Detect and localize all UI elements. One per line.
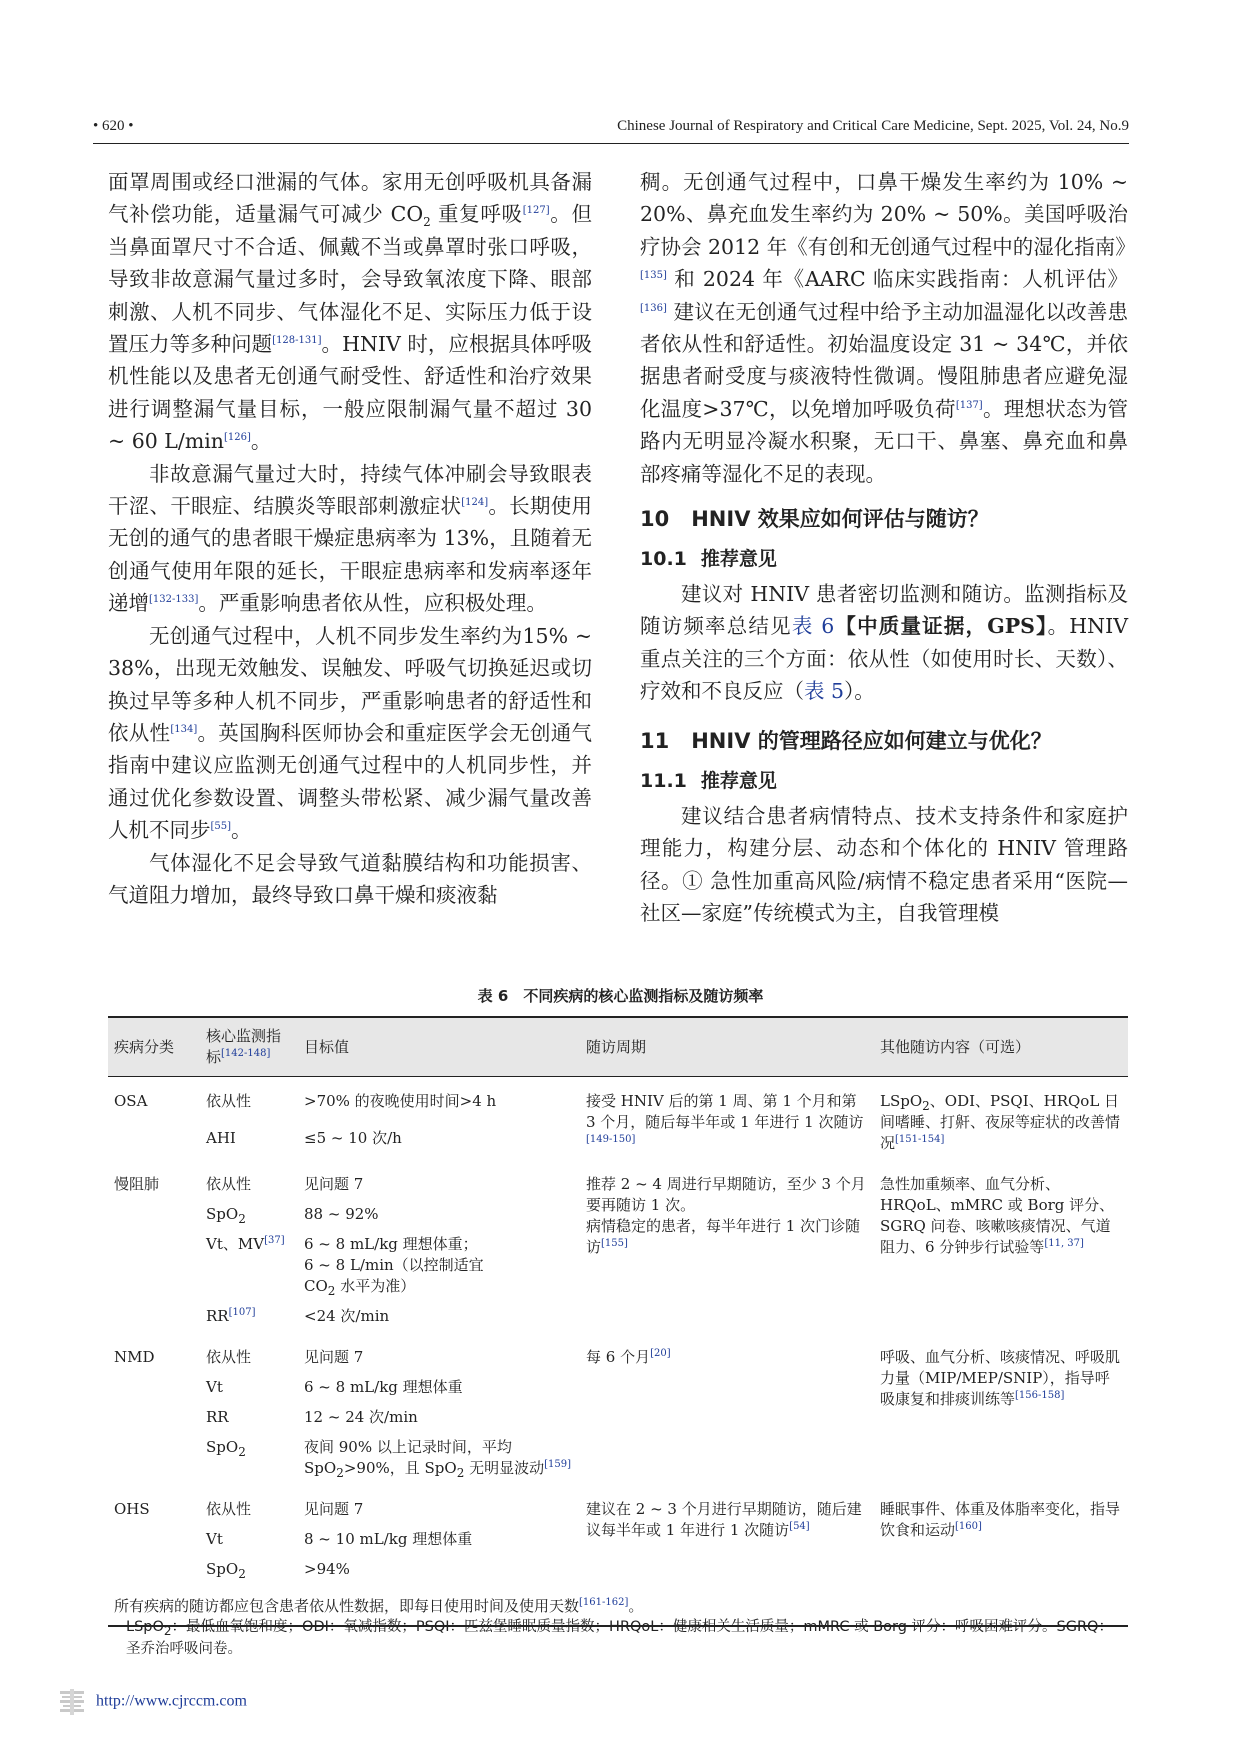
cell-indicator: Vt — [206, 1378, 223, 1396]
page-number: • 620 • — [93, 118, 134, 134]
cell-indicator: 依从性 — [206, 1175, 252, 1193]
cell-indicator: AHI — [206, 1128, 236, 1147]
cell-indicator: SpO$_2$ — [206, 1560, 246, 1581]
citation[interactable]: [127] — [522, 205, 550, 217]
paragraph-leak: 面罩周围或经口泄漏的气体。家用无创呼吸机具备漏气补偿功能，适量漏气可减少 $CO_2$ 重复呼吸[127]。但当鼻面罩尺寸不合适、佩戴不当或鼻罩时张口呼吸，导致非故意漏气量过多时，会导致氧浓度下降、眼部刺激、人机不同步、气体湿化不足、实际压力低于设置压力等多种问题[128-131]。HNIV 时，应根据具体呼吸机性能以及患者无创通气耐受性、舒适性和治疗效果进行调整漏气量目标，一般应限制漏气量不超过 30 ~ 60 L/min[126]。 — [108, 170, 592, 454]
cell-disease: NMD — [114, 1348, 155, 1366]
citation[interactable]: [134] — [170, 724, 198, 736]
cell-followup: 接受 HNIV 后的第 1 周、第 1 个月和第 3 个月，随后每半年或 1 年进行 1 次随访[149-150] — [586, 1092, 864, 1145]
header-other: 其他随访内容（可选） — [874, 1017, 1128, 1077]
citation[interactable]: [151-154] — [895, 1134, 945, 1145]
journal-url-link[interactable]: http://www.cjrccm.com — [96, 1692, 247, 1710]
citation[interactable]: [149-150] — [586, 1134, 636, 1145]
citation[interactable]: [55] — [210, 821, 232, 833]
header-rule — [93, 143, 1129, 144]
table-row — [108, 1077, 1128, 1125]
page-footer — [58, 1688, 247, 1716]
cell-target: 6 ~ 8 mL/kg 理想体重； 6 ~ 8 L/min（以控制适宜 $CO_2$ 水平为准） — [304, 1235, 484, 1298]
left-column — [108, 166, 592, 911]
cell-other: 急性加重频率、血气分析、HRQoL、mMRC 或 Borg 评分、SGRQ 问卷、咳嗽咳痰情况、气道阻力、6 分钟步行试验等[11, 37] — [880, 1175, 1115, 1256]
citation[interactable]: [20] — [650, 1348, 671, 1359]
paragraph-humid: 气体湿化不足会导致气道黏膜结构和功能损害、气道阻力增加，最终导致口鼻干燥和痰液黏 — [108, 850, 592, 907]
cell-indicator: Vt、MV[37] — [206, 1235, 285, 1253]
journal-header: Chinese Journal of Respiratory and Critical Care Medicine, Sept. 2025, Vol. 24, No.9 — [617, 118, 1129, 134]
cell-indicator: Vt — [206, 1530, 223, 1548]
citation[interactable]: [126] — [224, 432, 251, 444]
citation[interactable]: [142-148] — [221, 1048, 271, 1059]
table-notes: LSpO$_2$：最低血氧饱和度；ODI：氧减指数；PSQI：匹兹堡睡眠质量指数；HRQoL：健康相关生活质量；mMRC 或 Borg 评分：呼吸困难评分。SGRQ：圣乔治呼吸问卷。 — [126, 1619, 1113, 1657]
citation[interactable]: [160] — [955, 1521, 982, 1532]
cell-indicator: RR[107] — [206, 1307, 256, 1325]
subsection-heading-11-1: 11.1 推荐意见 — [640, 769, 777, 792]
subsection-heading-10-1: 10.1 推荐意见 — [640, 548, 777, 571]
cell-target: 见问题 7 — [304, 1500, 364, 1518]
cell-other: LSpO$_2$、ODI、PSQI、HRQoL 日间嗜睡、打鼾、夜尿等症状的改善情况[151-154] — [880, 1092, 1121, 1152]
citation[interactable]: [155] — [601, 1238, 628, 1249]
paragraph-humid-cont: 稠。无创通气过程中，口鼻干燥发生率约为 10% ~ 20%、鼻充血发生率约为 20% ~ 50%。美国呼吸治疗协会 2012 年《有创和无创通气过程中的湿化指南》[135] 和 2024 年《AARC 临床实践指南：人机评估》[136] 建议在无创通气过程中给予主动加温湿化以改善患者依从性和舒适性。初始温度设定 31 ~ 34℃，并依据患者耐受度与痰液特性微调。慢阻肺患者应避免湿化温度>37℃，以免增加呼吸负荷[137]。理想状态为管路内无明显冷凝水积聚，无口干、鼻塞、鼻充血和鼻部疼痛等湿化不足的表现。 — [640, 170, 1136, 486]
cell-target: 8 ~ 10 mL/kg 理想体重 — [304, 1530, 473, 1548]
paragraph-sync: 无创通气过程中，人机不同步发生率约为15% ~ 38%，出现无效触发、误触发、呼吸气切换延迟或切换过早等多种人机不同步，严重影响患者的舒适性和依从性[134]。英国胸科医师协会和重症医学会无创通气指南中建议应监测无创通气过程中的人机同步性，并通过优化参数设置、调整头带松紧、减少漏气量改善人机不同步[55]。 — [108, 623, 593, 843]
cell-target: 夜间 90% 以上记录时间，平均 SpO$_2$>90%，且 SpO$_2$ 无明显波动[159] — [304, 1438, 571, 1480]
cell-indicator: SpO$_2$ — [206, 1438, 246, 1459]
cell-disease: OSA — [114, 1092, 148, 1110]
paragraph-eye: 非故意漏气量过大时，持续气体冲刷会导致眼表干涩、干眼症、结膜炎等眼部刺激症状[124]。长期使用无创的通气的患者眼干燥症患病率为 13%，且随着无创通气使用年限的延长，干眼症患病率和发病率逐年递增[132-133]。严重影响患者依从性，应积极处理。 — [108, 461, 593, 616]
header-disease: 疾病分类 — [108, 1017, 200, 1077]
header-target: 目标值 — [298, 1017, 580, 1077]
cell-target: ≤5 ~ 10 次/h — [304, 1128, 402, 1147]
table-row — [108, 1160, 1128, 1201]
cell-indicator: RR — [206, 1408, 229, 1426]
cell-target: 见问题 7 — [304, 1348, 364, 1366]
right-column — [640, 166, 1136, 929]
paragraph-monitor: 建议对 HNIV 患者密切监测和随访。监测指标及随访频率总结见表 6【中质量证据，GPS】。HNIV 重点关注的三个方面：依从性（如使用时长、天数）、疗效和不良反应（表 5）。 — [640, 582, 1128, 704]
cell-indicator: 依从性 — [206, 1092, 252, 1110]
table-caption: 表 6 不同疾病的核心监测指标及随访频率 — [477, 987, 764, 1005]
citation[interactable]: [124] — [461, 497, 489, 509]
cell-target: 12 ~ 24 次/min — [304, 1408, 418, 1426]
cell-followup: 每 6 个月[20] — [586, 1348, 671, 1366]
cell-indicator: 依从性 — [206, 1348, 252, 1366]
section-heading-11: 11 HNIV 的管理路径应如何建立与优化？ — [640, 728, 1052, 753]
citation[interactable]: [54] — [789, 1521, 810, 1532]
header-followup: 随访周期 — [580, 1017, 874, 1077]
paragraph-path: 建议结合患者病情特点、技术支持条件和家庭护理能力，构建分层、动态和个体化的 HNIV 管理路径。① 急性加重高风险/病情不稳定患者采用“医院—社区—家庭”传统模式为主，自我管理模 — [640, 803, 1128, 925]
cell-other: 呼吸、血气分析、咳痰情况、呼吸肌力量（MIP/MEP/SNIP），指导呼吸康复和排痰训练等[156-158] — [880, 1348, 1121, 1408]
citation[interactable]: [107] — [228, 1307, 256, 1318]
cell-indicator: SpO$_2$ — [206, 1205, 246, 1226]
cell-target: >94% — [304, 1560, 350, 1578]
table-footnote-row: 所有疾病的随访都应包含患者依从性数据，即每日使用时间及使用天数[161-162]。 — [108, 1586, 1128, 1626]
citation[interactable]: [159] — [544, 1459, 571, 1470]
section-heading-10: 10 HNIV 效果应如何评估与随访？ — [640, 507, 989, 532]
table-header-row — [108, 1017, 1128, 1077]
table-row — [108, 1333, 1128, 1374]
cell-target: 见问题 7 — [304, 1175, 364, 1193]
header-indicator: 核心监测指标[142-148] — [200, 1017, 298, 1077]
cell-indicator: 依从性 — [206, 1500, 252, 1518]
citation[interactable]: [137] — [955, 400, 983, 412]
citation[interactable]: [161-162] — [579, 1597, 629, 1608]
cell-disease: 慢阻肺 — [114, 1175, 160, 1193]
cell-followup: 建议在 2 ~ 3 个月进行早期随访，随后建议每半年或 1 年进行 1 次随访[54] — [586, 1500, 862, 1539]
table-6 — [108, 1016, 1128, 1627]
cell-disease: OHS — [114, 1500, 150, 1518]
cell-target: <24 次/min — [304, 1307, 390, 1325]
cell-target: 88 ~ 92% — [304, 1205, 379, 1223]
journal-logo-icon — [58, 1688, 86, 1716]
cell-followup: 推荐 2 ~ 4 周进行早期随访，至少 3 个月要再随访 1 次。 病情稳定的患者，每半年进行 1 次门诊随访[155] — [586, 1175, 866, 1256]
citation[interactable]: [156-158] — [1015, 1390, 1065, 1401]
citation[interactable]: [136] — [640, 302, 667, 314]
table-link[interactable]: 表 5 — [804, 679, 845, 704]
citation[interactable]: [11, 37] — [1044, 1238, 1084, 1249]
table-row — [108, 1485, 1128, 1526]
citation[interactable]: [132-133] — [149, 594, 199, 606]
table-link[interactable]: 表 6 — [791, 614, 835, 639]
citation[interactable]: [135] — [640, 270, 667, 282]
cell-target: >70% 的夜晚使用时间>4 h — [304, 1092, 497, 1110]
citation[interactable]: [37] — [264, 1235, 285, 1246]
citation[interactable]: [128-131] — [272, 335, 322, 347]
cell-target: 6 ~ 8 mL/kg 理想体重 — [304, 1378, 463, 1396]
cell-other: 睡眠事件、体重及体脂率变化，指导饮食和运动[160] — [880, 1500, 1121, 1539]
